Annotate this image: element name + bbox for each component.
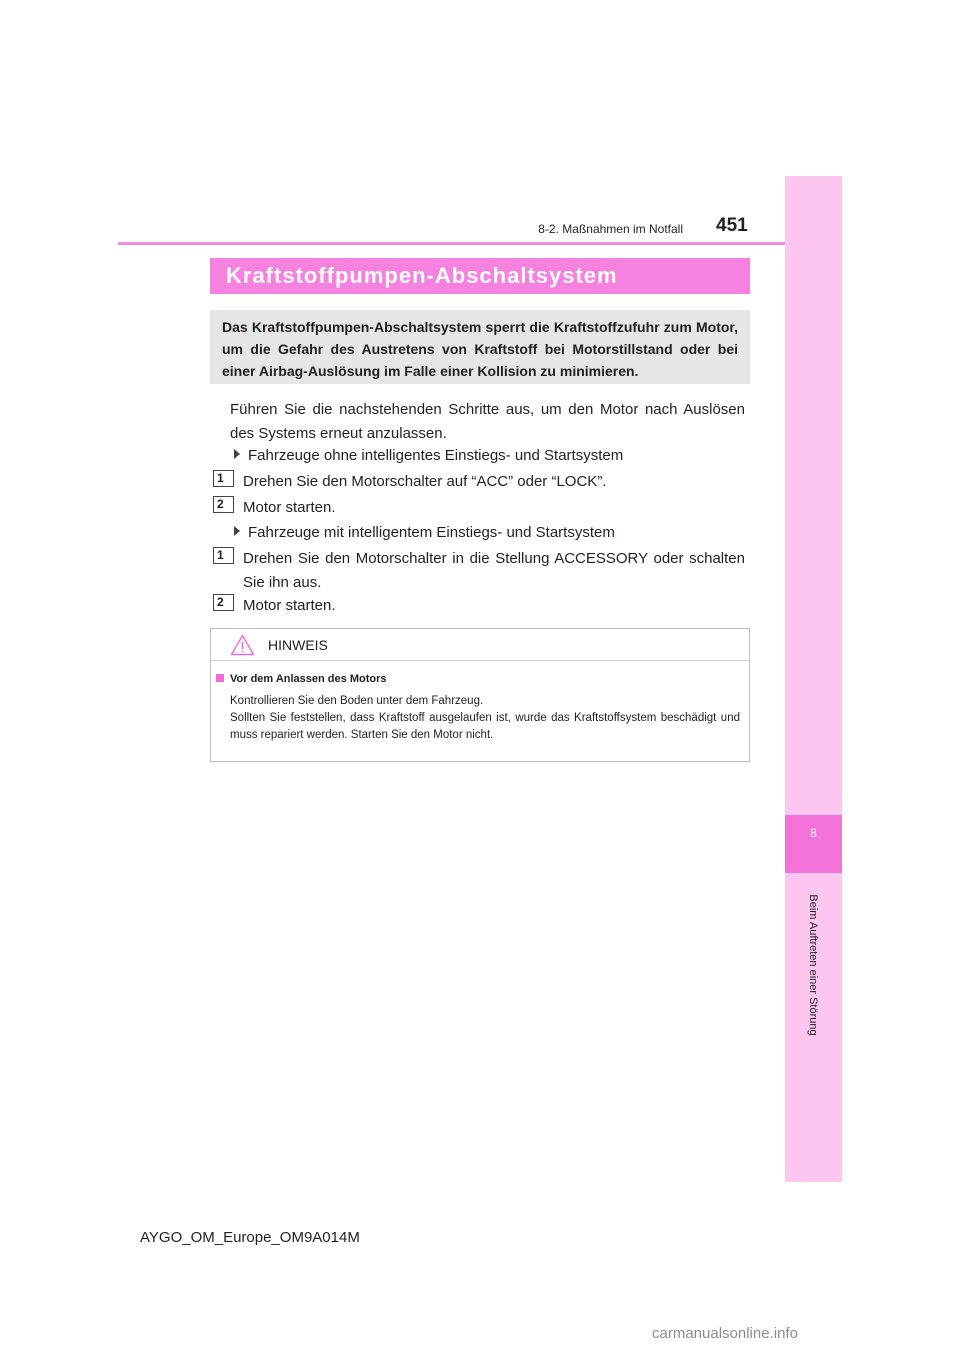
notice-title: HINWEIS (268, 637, 328, 653)
step-text: Motor starten. (243, 499, 336, 516)
header-rule (118, 242, 785, 245)
intro-box (210, 310, 750, 384)
notice-box (210, 628, 750, 762)
document-code: AYGO_OM_Europe_OM9A014M (140, 1229, 360, 1246)
notice-subheading: Vor dem Anlassen des Motors (216, 673, 386, 685)
step-text: Drehen Sie den Motorschalter auf “ACC” oder “LOCK”. (243, 473, 607, 490)
arrow-right-icon (234, 449, 240, 459)
notice-body (230, 693, 740, 744)
chapter-number: 8 (810, 826, 817, 840)
intro-text: Das Kraftstoffpumpen-Abschaltsystem sperrt die Kraftstoffzufuhr zum Motor, um die Gefahr des Austretens von Kraftstoff bei Motorstillstand oder bei einer Airbag-Auslösung im Falle einer Kollision zu minimieren. (222, 319, 738, 379)
warning-triangle-icon (230, 634, 255, 656)
section-title: Kraftstoffpumpen-Abschaltsystem (226, 263, 618, 288)
group-heading: Fahrzeuge mit intelligentem Einstiegs- und Startsystem (234, 523, 615, 543)
notice-line: Sollten Sie feststellen, dass Kraftstoff ausgelaufen ist, wurde das Kraftstoffsystem beschädigt und muss repariert werden. Starten Sie den Motor nicht. (230, 712, 740, 741)
square-bullet-icon (216, 674, 224, 682)
step-text: Motor starten. (243, 597, 336, 614)
step-number-badge: 1 (213, 547, 234, 564)
step-number-badge: 2 (213, 594, 234, 611)
group-heading: Fahrzeuge ohne intelligentes Einstiegs- und Startsystem (234, 446, 623, 466)
notice-line: Kontrollieren Sie den Boden unter dem Fahrzeug. (230, 695, 484, 707)
chapter-label: Beim Auftreten einer Störung (807, 894, 819, 1036)
section-label: 8-2. Maßnahmen im Notfall (538, 222, 683, 236)
watermark: carmanualsonline.info (652, 1325, 798, 1342)
arrow-right-icon (234, 526, 240, 536)
step-text: Drehen Sie den Motorschalter in die Stellung ACCESSORY oder schalten Sie ihn aus. (243, 550, 745, 591)
page-number: 451 (716, 215, 748, 236)
chapter-side-tab-active (785, 815, 842, 873)
notice-header (211, 629, 749, 661)
section-title-bar (210, 258, 750, 294)
step-number-badge: 1 (213, 470, 234, 487)
step-number-badge: 2 (213, 496, 234, 513)
body-paragraph: Führen Sie die nachstehenden Schritte aus, um den Motor nach Auslösen des Systems erneut anzulassen. (230, 401, 745, 442)
